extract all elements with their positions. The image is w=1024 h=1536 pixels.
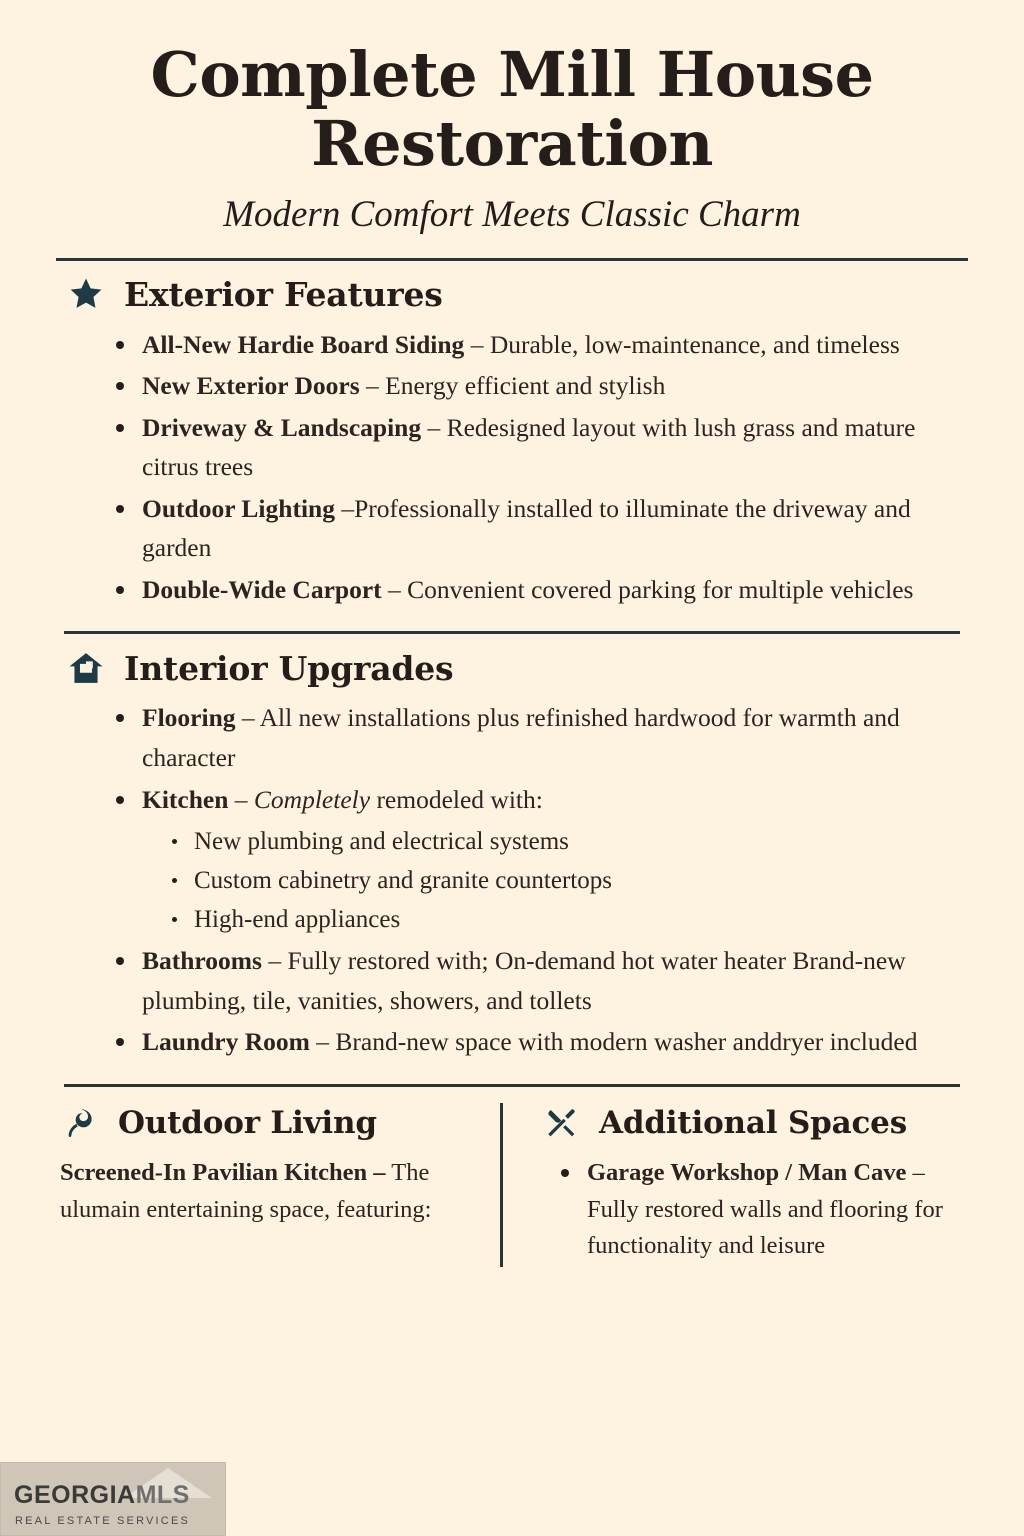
logo-name-bold: GEORGIA	[14, 1481, 136, 1509]
list-item	[114, 1022, 968, 1062]
divider-middle-1	[64, 631, 960, 634]
item-text: – Fully restored walls and flooring for functionality and leisure	[587, 1158, 943, 1260]
divider-top	[56, 258, 968, 261]
outdoor-living-text: The ulumain entertaining space, featuring:	[60, 1158, 432, 1223]
item-text: – Brand-new space with modern washer anddryer included	[309, 1027, 918, 1057]
section-title-additional: Additional Spaces	[599, 1104, 907, 1141]
item-label: Flooring	[142, 703, 236, 733]
item-text: – All new installations plus refinished hardwood for warmth and character	[142, 703, 900, 772]
list-item	[114, 570, 968, 610]
item-text: – Redesigned layout with lush grass and mature citrus trees	[142, 412, 916, 482]
item-text: remodeled with:	[370, 784, 543, 814]
item-label: Bathrooms	[142, 946, 262, 976]
list-item	[114, 408, 968, 487]
home-icon	[66, 648, 106, 688]
logo-name-light: MLS	[135, 1481, 190, 1509]
logo-tagline: REAL ESTATE SERVICES	[15, 1515, 191, 1527]
star-icon	[66, 275, 106, 315]
list-item: Custom cabinetry and granite countertops	[168, 862, 968, 901]
list-item	[114, 941, 968, 1020]
item-label: Double-Wide Carport	[142, 574, 382, 604]
interior-upgrade-list	[56, 698, 968, 1061]
page-title: Complete Mill House Restoration	[150, 38, 874, 181]
list-item	[559, 1155, 968, 1265]
logo-name	[14, 1481, 190, 1510]
section-additional-spaces	[500, 1103, 968, 1267]
section-title-interior: Interior Upgrades	[124, 648, 454, 688]
exterior-feature-list	[56, 325, 968, 610]
section-outdoor-living	[56, 1103, 500, 1267]
item-label: Garage Workshop / Man Cave	[587, 1158, 907, 1186]
additional-spaces-list	[537, 1155, 968, 1265]
item-label: Driveway & Landscaping	[142, 412, 422, 442]
item-text: – Durable, low-maintenance, and timeless	[464, 329, 900, 359]
item-text-pre: –	[228, 784, 254, 814]
section-title-exterior: Exterior Features	[124, 275, 443, 315]
section-header-outdoor	[56, 1103, 474, 1143]
leaf-icon	[60, 1103, 100, 1143]
page-subtitle: Modern Comfort Meets Classic Charm	[223, 193, 801, 235]
outdoor-living-body	[56, 1155, 474, 1229]
item-label: All-New Hardie Board Siding	[142, 329, 465, 359]
item-label: Kitchen	[142, 784, 229, 814]
section-exterior-features	[56, 275, 968, 610]
item-label: New Exterior Doors	[142, 371, 360, 401]
list-item	[114, 325, 968, 365]
item-emphasis: Completely	[253, 784, 371, 814]
item-text: – Convenient covered parking for multiple vehicles	[381, 574, 914, 604]
list-item	[114, 489, 968, 568]
list-item: High-end appliances	[168, 901, 968, 940]
item-text: – Fully restored with; On-demand hot water heater Brand-new plumbing, tile, vanities, showers, and tollets	[142, 946, 906, 1015]
list-item: New plumbing and electrical systems	[168, 823, 968, 862]
divider-middle-2	[64, 1084, 960, 1087]
item-label: Outdoor Lighting	[142, 493, 335, 523]
list-item	[114, 698, 968, 777]
list-item	[114, 780, 968, 940]
section-header-interior	[56, 648, 968, 688]
georgia-mls-logo	[0, 1462, 226, 1536]
list-item	[114, 366, 968, 406]
item-label: Laundry Room	[142, 1027, 310, 1057]
bottom-columns	[56, 1103, 968, 1267]
item-text: –Professionally installed to illuminate the driveway and garden	[142, 493, 911, 563]
section-header-additional	[537, 1103, 968, 1143]
item-text: – Energy efficient and stylish	[359, 371, 666, 401]
tools-icon	[541, 1103, 581, 1143]
kitchen-sub-list	[142, 823, 968, 939]
section-interior-upgrades	[56, 648, 968, 1061]
section-title-outdoor: Outdoor Living	[118, 1104, 377, 1141]
outdoor-living-label: Screened-In Pavilian Kitchen –	[60, 1158, 386, 1186]
section-header-exterior	[56, 275, 968, 315]
